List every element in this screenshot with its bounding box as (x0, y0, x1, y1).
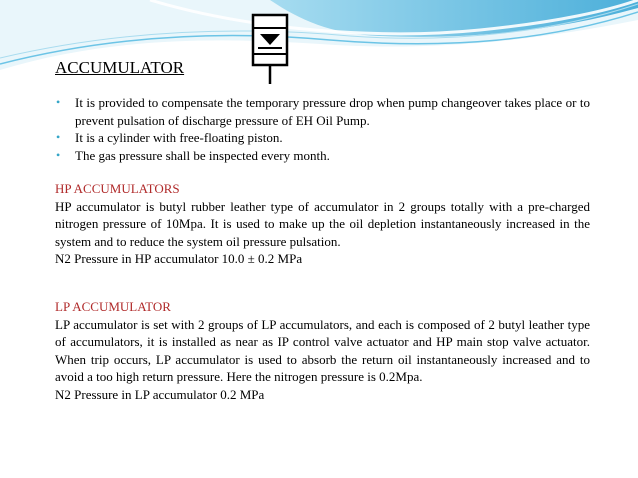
list-item: • The gas pressure shall be inspected every month. (56, 147, 330, 163)
page-title: ACCUMULATOR (55, 58, 185, 77)
bullet-dot-icon: • (56, 95, 61, 109)
hp-body: HP accumulator is butyl rubber leather type of accumulator in 2 groups totally with a pre-charged nitrogen pressure of 10Mpa. It is used to make up the oil depletion instantaneously increased in the system and to reduce the system oil pressure pulsation. (55, 198, 590, 249)
bullet-dot-icon: • (56, 130, 61, 144)
hp-section (55, 180, 590, 268)
accumulator-symbol-icon (247, 10, 293, 86)
hp-pressure: N2 Pressure in HP accumulator 10.0 ± 0.2 MPa (55, 251, 303, 267)
lp-pressure: N2 Pressure in LP accumulator 0.2 MPa (55, 386, 265, 402)
lp-section (55, 298, 590, 404)
list-item: • It is provided to compensate the temporary pressure drop when pump changeover takes place or to prevent pulsation of discharge pressure of EH Oil Pump. (56, 95, 590, 128)
list-item: • It is a cylinder with free-floating piston. (56, 130, 283, 145)
hp-heading: HP ACCUMULATORS (55, 181, 180, 196)
bullet-list (55, 94, 590, 164)
lp-body: LP accumulator is set with 2 groups of LP accumulators, and each is composed of 2 butyl leather type of accumulators, it is installed as near as IP control valve actuator and HP main stop valve actuator. When trip occurs, LP accumulator is used to absorb the return oil instantaneously increased and to avoid a too high return pressure. Here the nitrogen pressure is 0.2Mpa. (55, 316, 590, 385)
lp-heading: LP ACCUMULATOR (55, 299, 171, 314)
bullet-dot-icon: • (56, 147, 61, 162)
